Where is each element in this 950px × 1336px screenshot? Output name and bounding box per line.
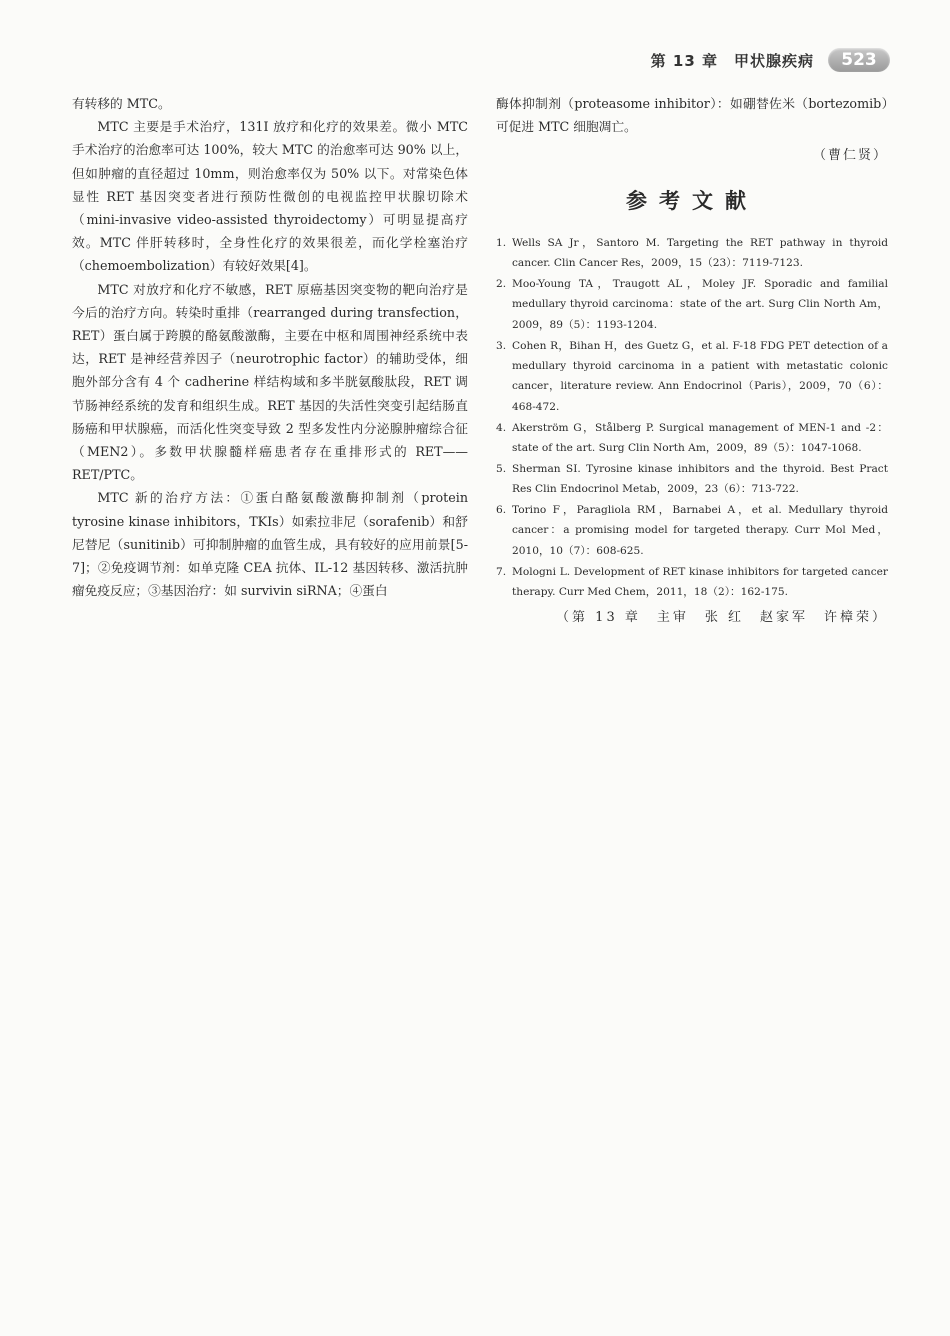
reference-text: Wells SA Jr，Santoro M. Targeting the RET pathway in thyroid cancer. Clin Cancer Res，2009，15（23）：7119-7123. [512, 236, 888, 270]
chapter-title: 第 13 章 甲状腺疾病 [650, 51, 814, 70]
reference-number: 3. [496, 339, 507, 352]
reference-number: 1. [496, 236, 507, 249]
page-number-badge: 523 [828, 48, 890, 72]
paragraph: 有转移的 MTC。 [72, 96, 171, 111]
reference-item [496, 500, 888, 561]
reference-text: Cohen R，Bihan H，des Guetz G，et al. F-18 FDG PET detection of a medullary thyroid carcinoma in a patient with metastatic colonic cancer，literature review. Ann Endocrinol（Paris），2009，70（6）：468-472. [512, 339, 888, 413]
chapter-editors: （第 13 章 主审 张 红 赵家军 许樟荣） [556, 610, 888, 626]
paragraph-continuation: 酶体抑制剂（proteasome inhibitor）：如硼替佐米（bortezomib）可促进 MTC 细胞凋亡。 [496, 96, 888, 135]
reference-text: Akerström G，Stålberg P. Surgical management of MEN-1 and -2：state of the art. Surg Clin North Am，2009，89（5）：1047-1068. [512, 421, 888, 455]
reference-item [496, 562, 888, 603]
references-heading: 参考文献 [626, 188, 758, 213]
reference-text: Sherman SI. Tyrosine kinase inhibitors and the thyroid. Best Pract Res Clin Endocrinol Metab，2009，23（6）：713-722. [512, 462, 888, 496]
reference-text: Torino F，Paragliola RM，Barnabei A，et al. Medullary thyroid cancer：a promising model for targeted therapy. Curr Mol Med，2010，10（7）：608-625. [512, 504, 888, 557]
reference-item [496, 274, 888, 335]
reference-text: Mologni L. Development of RET kinase inhibitors for targeted cancer therapy. Curr Med Chem，2011，18（2）：162-175. [512, 565, 888, 599]
reference-number: 2. [496, 278, 507, 291]
left-column [72, 92, 468, 602]
reference-item [496, 459, 888, 500]
reference-number: 4. [496, 421, 507, 434]
right-column [496, 92, 888, 630]
paragraph: MTC 对放疗和化疗不敏感，RET 原癌基因突变物的靶向治疗是今后的治疗方向。转染时重排（rearranged during transfection，RET）蛋白属于跨膜的酪氨酸激酶，主要在中枢和周围神经系统中表达，RET 是神经营养因子（neurotrophic factor）的辅助受体，细胞外部分含有 4 个 cadherine 样结构域和多半胱氨酸肽段，RET 调节肠神经系统的发育和组织生成。RET 基因的失活性突变引起结肠直肠癌和甲状腺癌，而活化性突变导致 2 型多发性内分泌腺肿瘤综合征（MEN2）。多数甲状腺髓样癌患者存在重排形式的 RET——RET/PTC。 [72, 281, 468, 483]
section-author: （曹仁贤） [812, 148, 888, 164]
reference-number: 6. [496, 504, 507, 517]
running-header [651, 48, 890, 72]
reference-number: 5. [496, 462, 507, 475]
reference-text: Moo-Young TA，Traugott AL，Moley JF. Sporadic and familial medullary thyroid carcinoma：state of the art. Surg Clin North Am，2009，89（5）：1193-1204. [512, 278, 888, 331]
reference-list [496, 233, 888, 603]
reference-number: 7. [496, 565, 507, 578]
reference-item [496, 336, 888, 418]
paragraph: MTC 主要是手术治疗，131I 放疗和化疗的效果差。微小 MTC 手术治疗的治愈率可达 100%，较大 MTC 的治愈率可达 90% 以上，但如肿瘤的直径超过 10mm，则治愈率仅为 50% 以下。对常染色体显性 RET 基因突变者进行预防性微创的电视监控甲状腺切除术（mini-invasive video-assisted thyroidectomy）可明显提高疗效。MTC 伴肝转移时，全身性化疗的效果很差，而化学栓塞治疗（chemoembolization）有较好效果[4]。 [72, 119, 468, 274]
reference-item [496, 233, 888, 274]
reference-item [496, 418, 888, 459]
paragraph: MTC 新的治疗方法：①蛋白酪氨酸激酶抑制剂（protein tyrosine kinase inhibitors，TKIs）如索拉非尼（sorafenib）和舒尼替尼（sunitinib）可抑制肿瘤的血管生成，具有较好的应用前景[5-7]；②免疫调节剂：如单克隆 CEA 抗体、IL-12 基因转移、激活抗肿瘤免疫反应；③基因治疗：如 survivin siRNA；④蛋白 [72, 490, 468, 599]
